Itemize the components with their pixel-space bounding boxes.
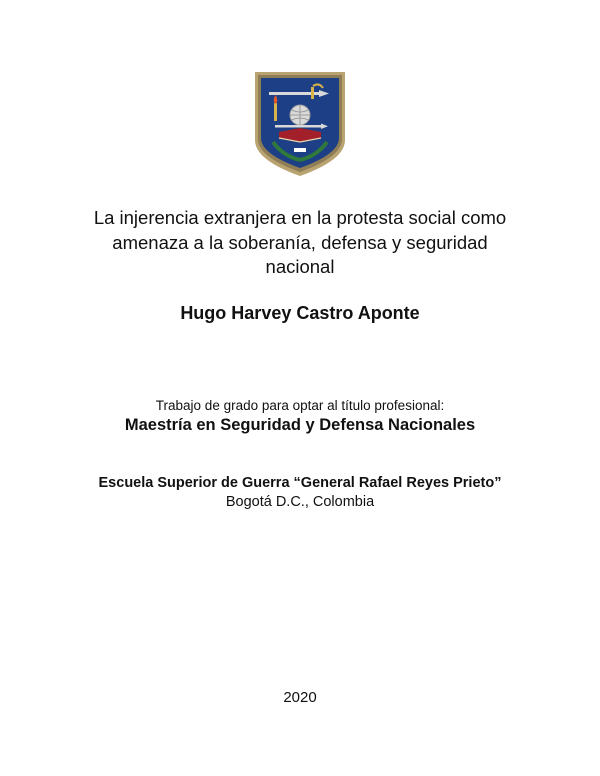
institution-crest-icon: [253, 70, 347, 178]
author-name: Hugo Harvey Castro Aponte: [180, 303, 420, 323]
publication-year: 2020: [283, 689, 317, 706]
thesis-title-line: amenaza a la soberanía, defensa y seguridad: [112, 231, 488, 253]
institution-location: Bogotá D.C., Colombia: [225, 494, 375, 510]
degree-name: Maestría en Seguridad y Defensa Nacionales: [124, 416, 476, 434]
institution-name: Escuela Superior de Guerra “General Rafael Reyes Prieto”: [98, 475, 502, 491]
thesis-title: [0, 206, 600, 280]
degree-intro: Trabajo de grado para optar al título profesional:: [155, 398, 445, 413]
thesis-title-line: nacional: [265, 256, 335, 277]
thesis-title-line: La injerencia extranjera en la protesta social como: [93, 207, 507, 228]
